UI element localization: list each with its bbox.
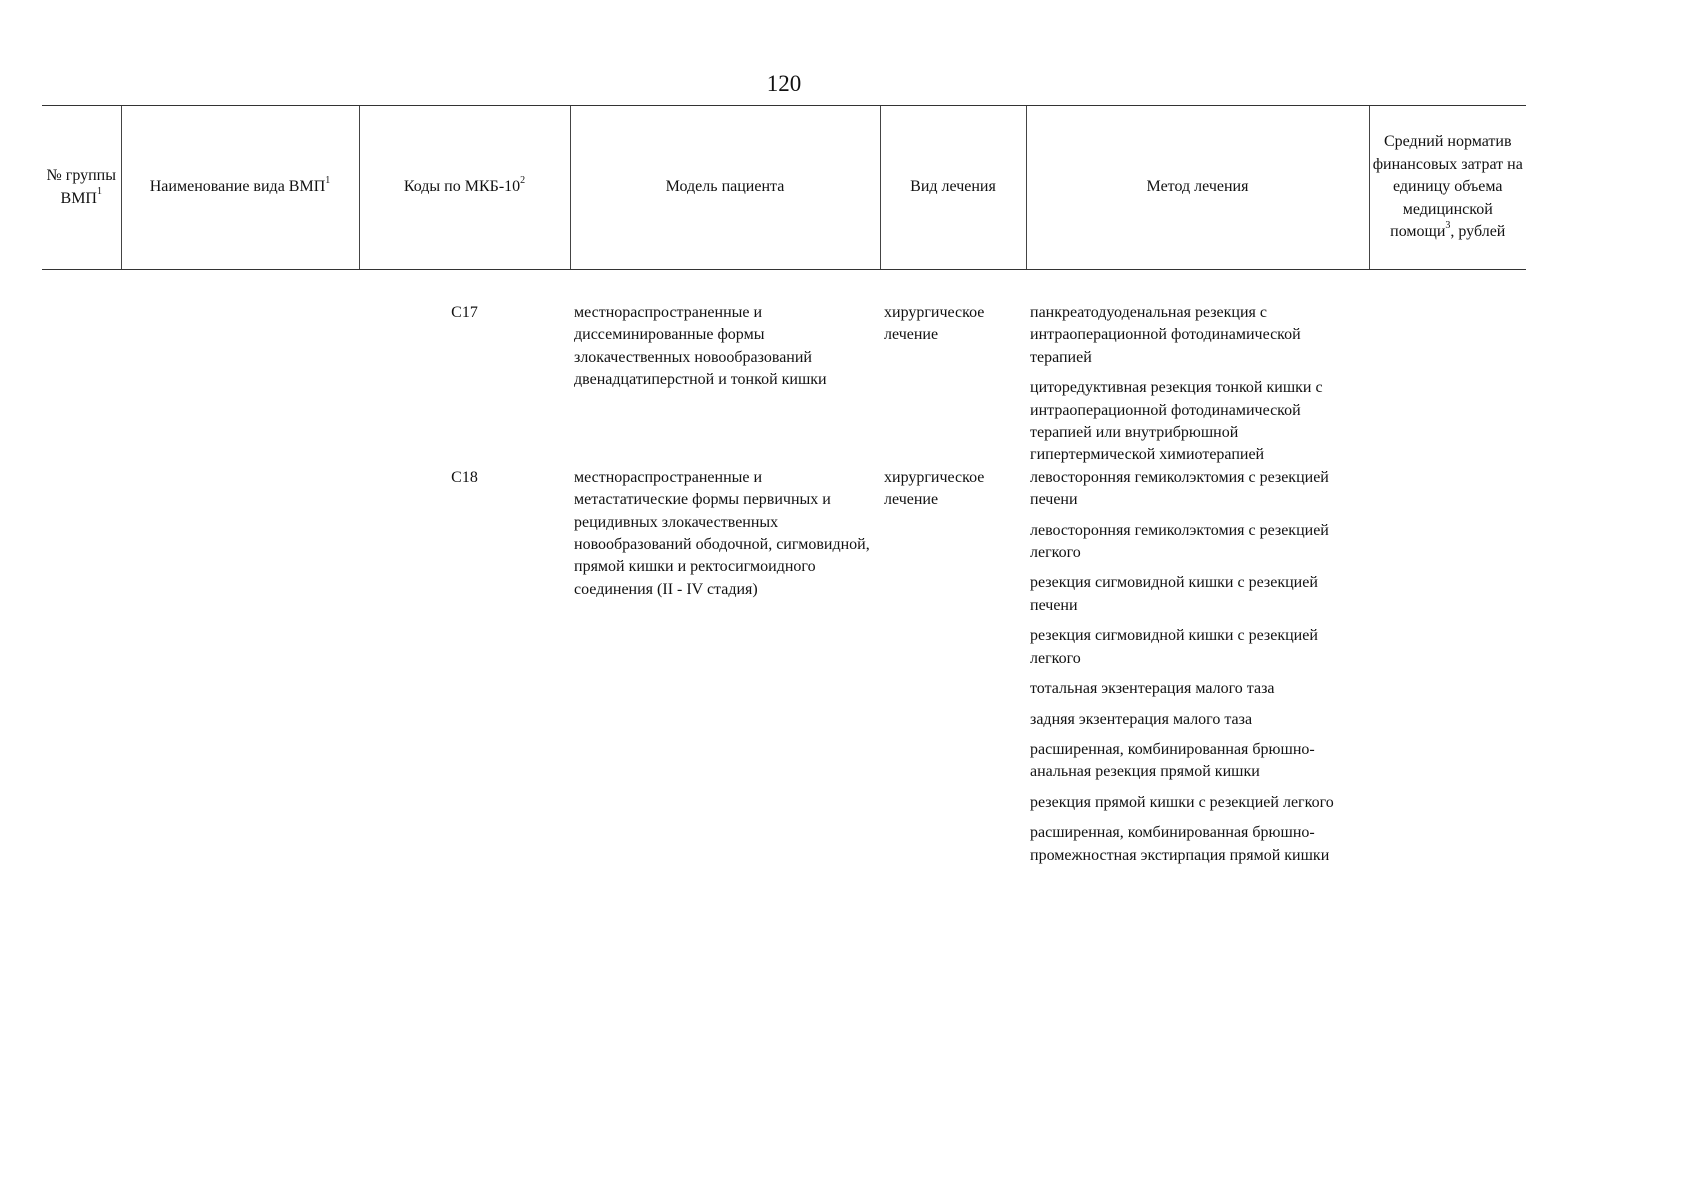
method-item: расширенная, комбинированная брюшно-анальная резекция прямой кишки (1030, 740, 1315, 781)
method-item: левосторонняя гемиколэктомия с резекцией печени (1030, 468, 1329, 509)
icd-code-cell: C18 (451, 468, 478, 486)
page-number: 120 (766, 71, 802, 96)
header-group-number: № группы ВМП$^1$ (42, 106, 121, 270)
method-item: резекция прямой кишки с резекцией легкого (1030, 793, 1334, 811)
vmp-name-cell (121, 302, 359, 467)
table-row (42, 467, 1526, 867)
table-header-row (42, 106, 1526, 270)
method-item: резекция сигмовидной кишки с резекцией легкого (1030, 627, 1318, 667)
treatment-type-cell: хирургическое лечение (884, 304, 985, 344)
cost-cell (1369, 302, 1526, 467)
header-patient-model: Модель пациента (570, 106, 880, 270)
icd-code-cell: C17 (451, 304, 478, 321)
method-item: расширенная, комбинированная брюшно-промежностная экстирпация прямой кишки (1030, 824, 1330, 864)
treatment-method-cell (1026, 467, 1369, 867)
header-icd-codes: Коды по МКБ-$10^2$ (359, 106, 570, 270)
method-item: резекция сигмовидной кишки с резекцией печени (1030, 574, 1318, 614)
patient-model-cell: местнораспространенные и диссеминированные формы злокачественных новообразований двенадцатиперстной и тонкой кишки (574, 304, 827, 389)
header-treatment-method: Метод лечения (1026, 106, 1369, 270)
treatment-table (42, 105, 1526, 867)
method-item: циторедуктивная резекция тонкой кишки с интраоперационной фотодинамической терапией или внутрибрюшной гипертермической химиотерапией (1030, 379, 1323, 464)
method-item: задняя экзентерация малого таза (1030, 710, 1253, 728)
treatment-method-cell (1026, 302, 1369, 467)
method-item: левосторонняя гемиколэктомия с резекцией легкого (1030, 521, 1329, 562)
header-cost-standard: Средний норматив финансовых затрат на единицу объема медицинской помощи$^3$, рублей (1369, 106, 1526, 270)
method-item: панкреатодуоденальная резекция с интраоперационной фотодинамической терапией (1030, 304, 1301, 366)
group-number-cell (42, 467, 121, 867)
patient-model-cell: местнораспространенные и метастатические формы первичных и рецидивных злокачественных новообразований ободочной, сигмовидной, прямой кишки и ректосигмоидного соединения (II - IV стадия) (574, 468, 870, 598)
vmp-name-cell (121, 467, 359, 867)
header-vmp-name: Наименование вида ВМП$^1$ (121, 106, 359, 270)
table-row (42, 302, 1526, 467)
header-treatment-type: Вид лечения (880, 106, 1026, 270)
group-number-cell (42, 302, 121, 467)
method-item: тотальная экзентерация малого таза (1030, 680, 1275, 698)
treatment-type-cell: хирургическое лечение (884, 468, 985, 509)
cost-cell (1369, 467, 1526, 867)
